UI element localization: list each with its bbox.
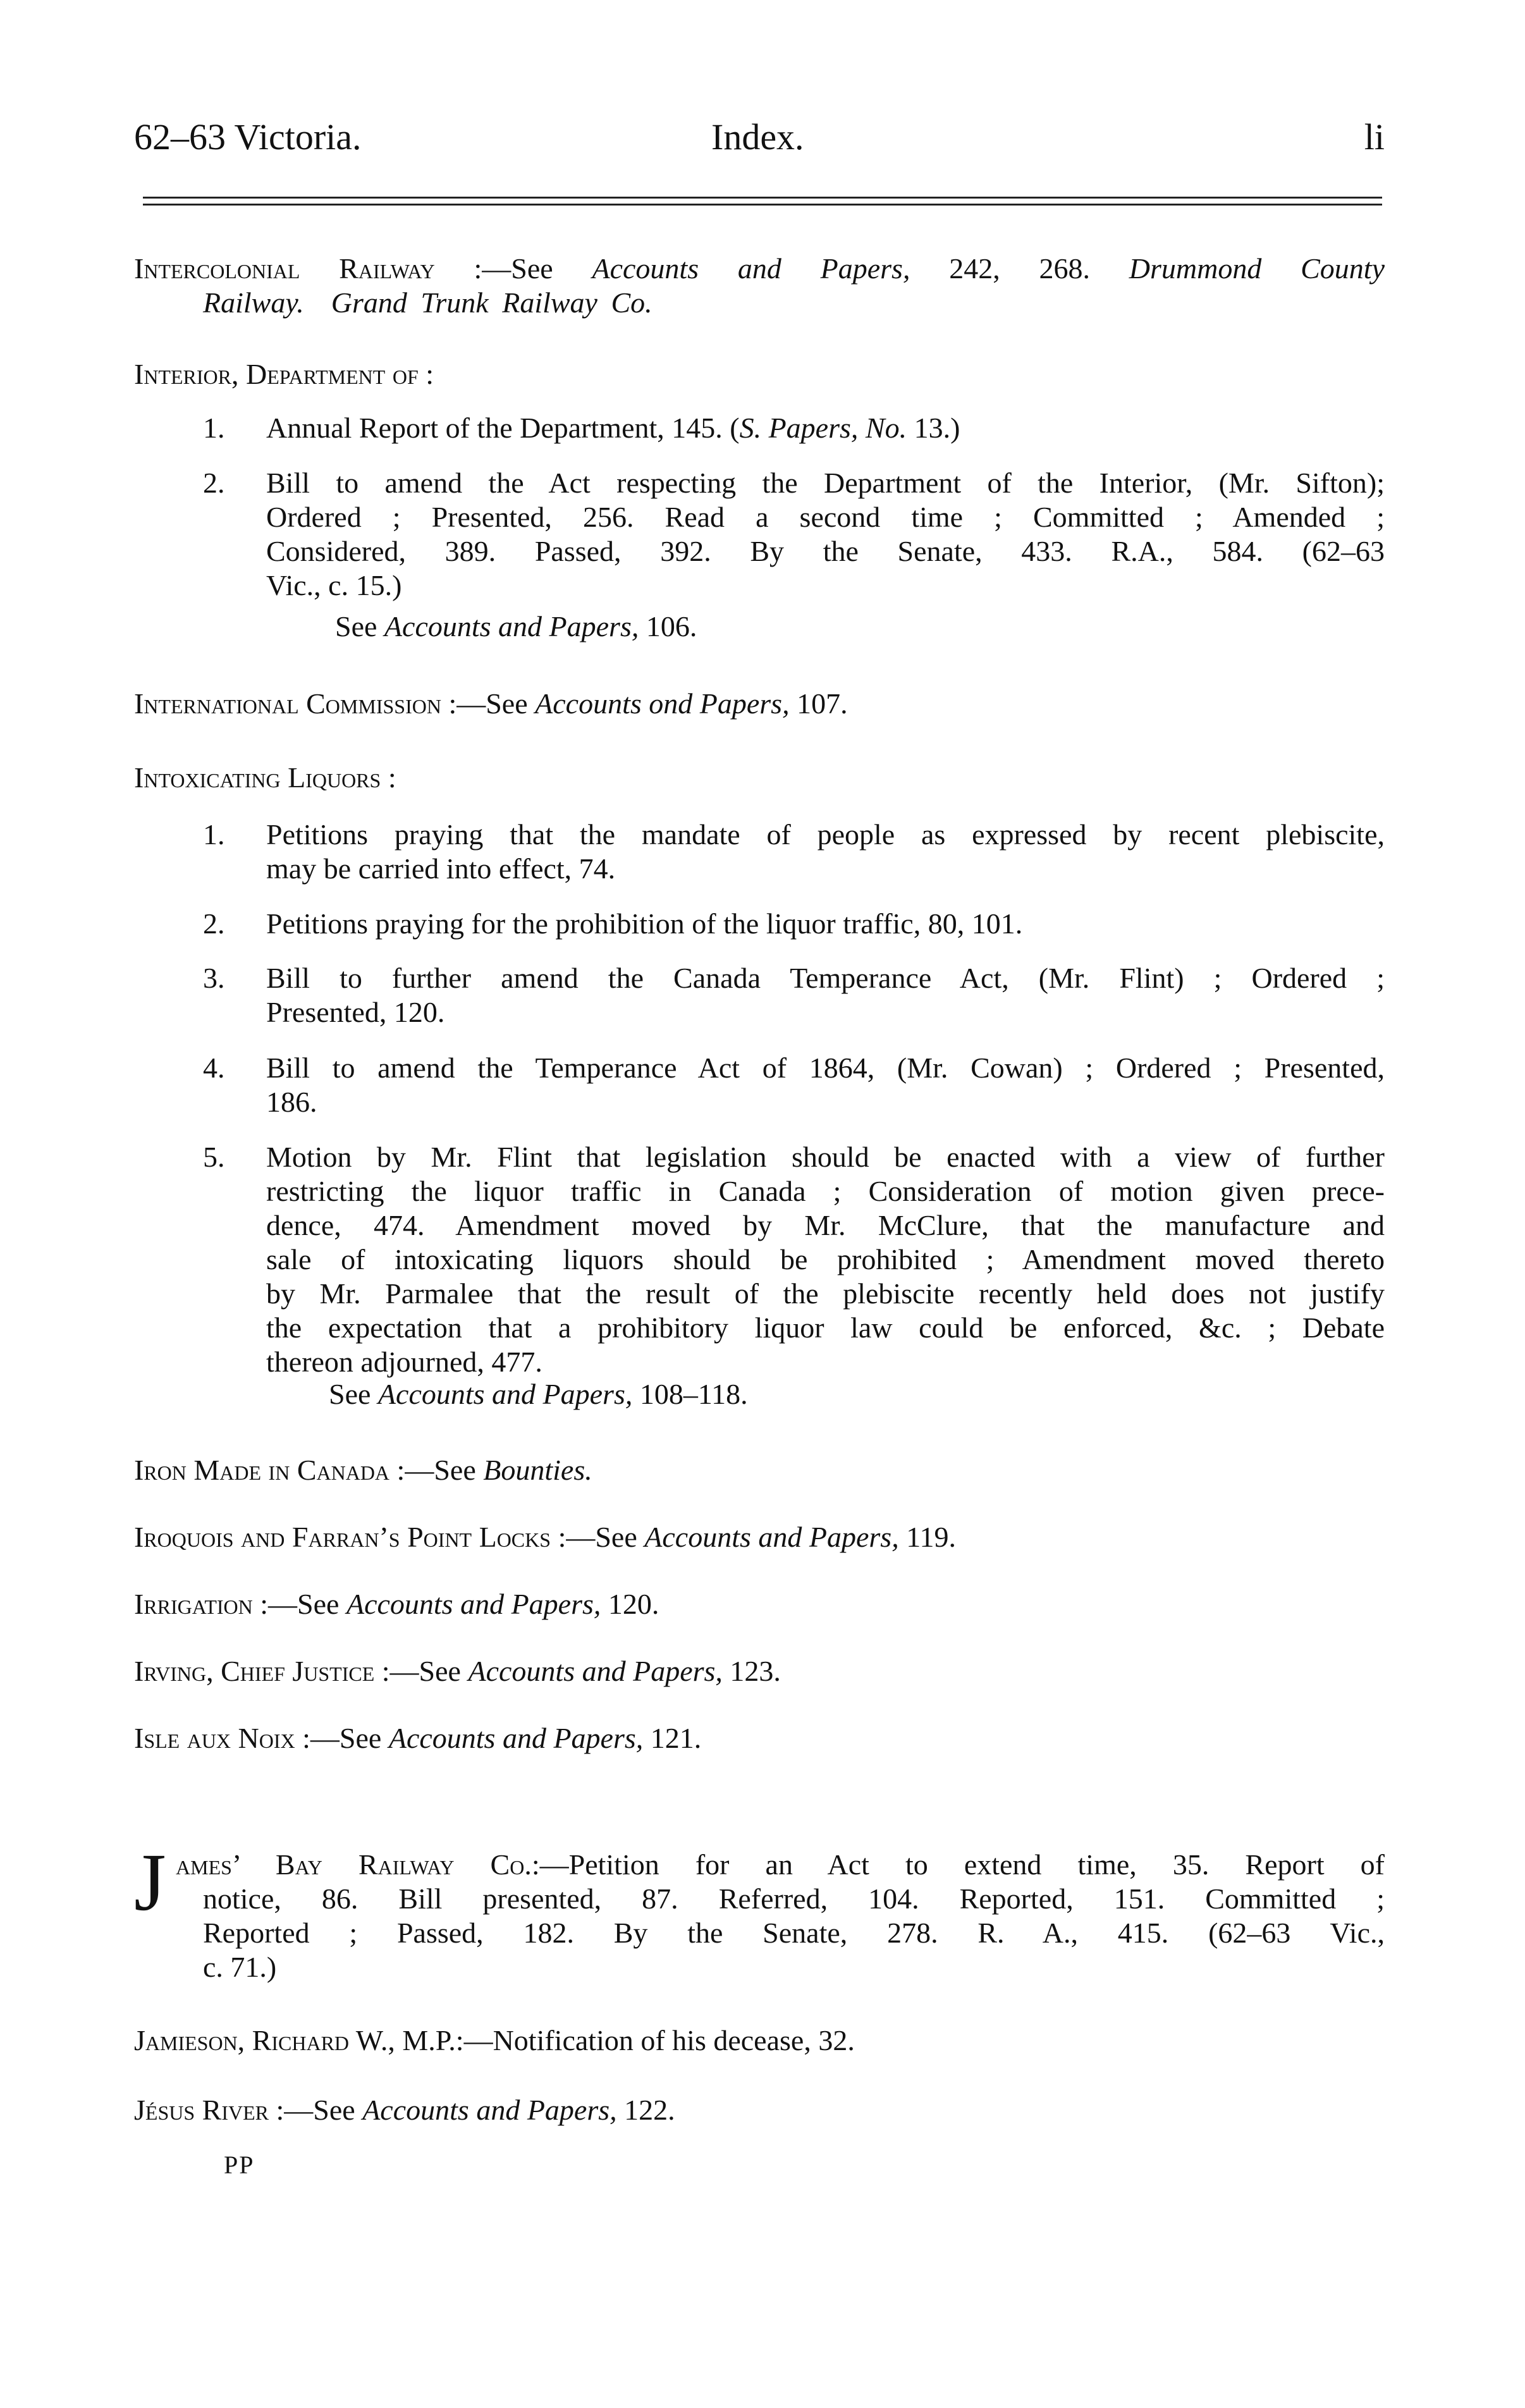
intoxicating-item-2: 2. Petitions praying for the prohibition of the liquor traffic, 80, 101.: [203, 907, 1023, 940]
entry-james-bay-line3: Reported ; Passed, 182. By the Senate, 278. R. A., 415. (62–63 Vic.,: [203, 1917, 1385, 1949]
entry-james-bay-line4: c. 71.): [203, 1951, 277, 1983]
interior-item-2: 2. Bill to amend the Act respecting the Department of the Interior, (Mr. Sifton); Ordered ; Presented, 256. Read a second time ; Committed ; Amended ; Considered, 389. Passed, 392. By the Senate, 433. R.A., 584. (62–63 Vic., c. 15.): [203, 467, 1385, 601]
interior-see-also: See Accounts and Papers, 106.: [335, 610, 697, 642]
intoxicating-item-1: 1. Petitions praying that the mandate of people as expressed by recent plebiscite, may be carried into effect, 74.: [203, 818, 1385, 885]
interior-item-1: 1. Annual Report of the Department, 145. (S. Papers, No. 13.): [203, 412, 960, 444]
intoxicating-see-also: See Accounts and Papers, 108–118.: [329, 1378, 748, 1410]
entry-irving-chief-justice: Irving, Chief Justice :—See Accounts and Papers, 123.: [134, 1655, 781, 1687]
header-volume: 62–63 Victoria.: [134, 116, 362, 157]
entry-intercolonial-line2: Railway. Grand Trunk Railway Co.: [203, 286, 652, 319]
intoxicating-item-5: 5. Motion by Mr. Flint that legislation should be enacted with a view of further restricting the liquor traffic in Canada ; Consideration of motion given prece- dence, 474. Amendment moved by Mr. McClure, that the manufacture and sale of intoxicating liquors should be prohibited ; Amendment moved thereto by Mr. Parmalee that the result of the plebiscite recently held does not justify the expectation that a prohibitory liquor law could be enforced, &c. ; Debate thereon adjourned, 477.: [203, 1141, 1385, 1378]
entry-heading: Intercolonial Railway: [134, 252, 435, 285]
entry-jesus-river: Jésus River :—See Accounts and Papers, 122.: [134, 2094, 675, 2126]
entry-isle-aux-noix: Isle aux Noix :—See Accounts and Papers, 121.: [134, 1722, 702, 1754]
entry-irrigation: Irrigation :—See Accounts and Papers, 120.: [134, 1588, 659, 1620]
entry-james-bay-line1: ames’ Bay Railway Co.:—Petition for an Act to extend time, 35. Report of: [176, 1848, 1385, 1881]
entry-iroquois-locks: Iroquois and Farran’s Point Locks :—See Accounts and Papers, 119.: [134, 1521, 956, 1553]
entry-iron-made-in-canada: Iron Made in Canada :—See Bounties.: [134, 1454, 592, 1486]
header-rule-top: [143, 197, 1382, 199]
header-page-number: li: [1364, 116, 1385, 157]
header-rule-bottom: [143, 204, 1382, 206]
entry-intercolonial-line1: Intercolonial Railway :—See Accounts and Papers, 242, 268. Drummond County: [134, 252, 1385, 285]
entry-intoxicating-heading: Intoxicating Liquors :: [134, 761, 396, 794]
intoxicating-item-3: 3. Bill to further amend the Canada Temperance Act, (Mr. Flint) ; Ordered ; Presented, 120.: [203, 962, 1385, 1028]
entry-interior-heading: Interior, Department of :: [134, 358, 434, 390]
header-title: Index.: [711, 116, 804, 157]
section-drop-cap: J: [134, 1837, 166, 1928]
entry-james-bay-line2: notice, 86. Bill presented, 87. Referred, 104. Reported, 151. Committed ;: [203, 1883, 1385, 1915]
entry-jamieson: Jamieson, Richard W., M.P.:—Notification of his decease, 32.: [134, 2024, 855, 2056]
intoxicating-item-4: 4. Bill to amend the Temperance Act of 1864, (Mr. Cowan) ; Ordered ; Presented, 186.: [203, 1052, 1385, 1118]
entry-international-commission: International Commission :—See Accounts ond Papers, 107.: [134, 687, 848, 720]
signature-mark: PP: [224, 2151, 255, 2179]
